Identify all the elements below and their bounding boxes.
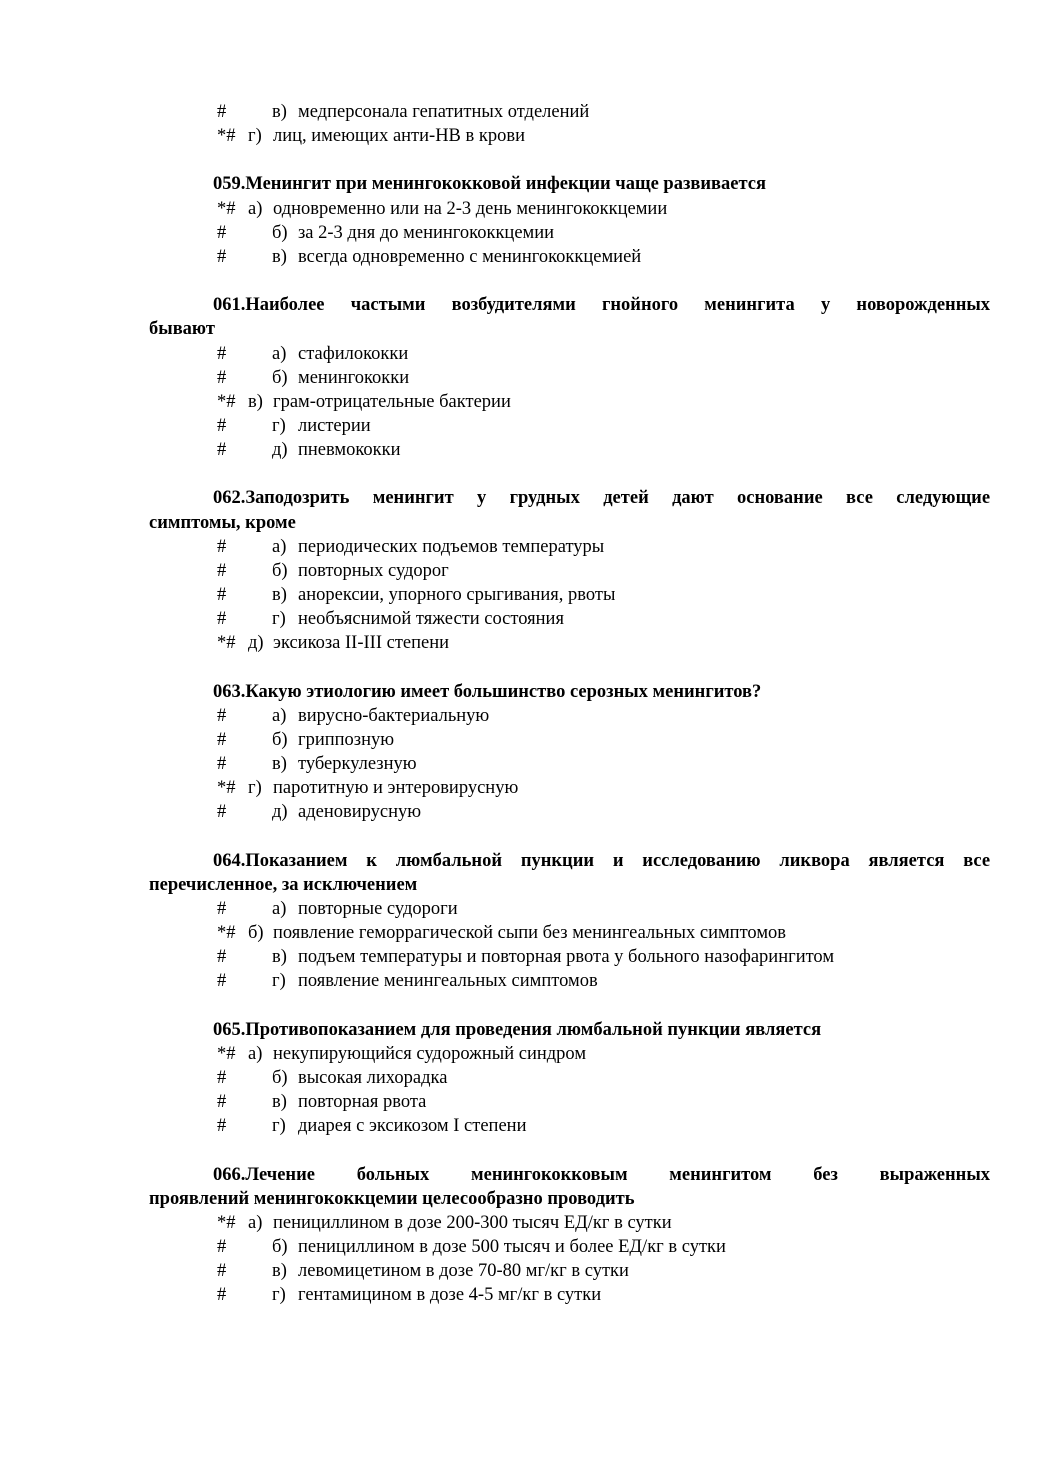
answer-letter: д) [272, 440, 288, 461]
answer-marker: *# [217, 1043, 236, 1064]
question-number: 059. [213, 174, 246, 195]
answer-option [0, 221, 1039, 245]
question-text: Какую этиологию имеет большинство серозных менингитов? [245, 681, 762, 702]
question-word: все [963, 850, 991, 871]
answer-text: всегда одновременно с менингококкцемией [298, 246, 642, 267]
answer-text: повторные судороги [298, 898, 458, 919]
answer-marker: # [217, 898, 227, 919]
answer-text: медперсонала гепатитных отделений [298, 102, 590, 122]
answer-text: появление геморрагической сыпи без менингеальных симптомов [273, 923, 787, 944]
question-number: 062. [213, 488, 246, 509]
question-word: частыми [350, 295, 426, 316]
answer-marker: # [217, 102, 227, 122]
question-word: пункции [520, 850, 595, 871]
answer-marker: *# [217, 126, 236, 147]
question-number: 064. [213, 850, 246, 871]
answer-marker: # [217, 343, 227, 364]
answer-marker: # [217, 705, 227, 726]
answer-option [0, 1090, 1039, 1114]
answer-marker: # [217, 1068, 227, 1088]
question-text: Противопоказанием для проведения люмбальной пункции является [245, 1019, 822, 1040]
answer-text: лиц, имеющих анти-HB в крови [273, 126, 526, 147]
answer-letter: г) [272, 415, 286, 436]
answer-text: менингококки [298, 367, 410, 388]
answer-letter: б) [272, 560, 288, 581]
question-word: выраженных [879, 1164, 991, 1185]
question-word: люмбальной [395, 850, 503, 871]
answer-option [0, 800, 1039, 824]
question-word: больных [356, 1164, 430, 1185]
question-word: новорожденных [856, 295, 991, 316]
answer-marker: # [217, 585, 227, 605]
answer-option [0, 535, 1039, 559]
answer-text: появление менингеальных симптомов [298, 971, 598, 992]
answer-option [0, 1259, 1039, 1283]
answer-marker: # [217, 367, 227, 388]
question-word: все [846, 488, 873, 509]
question-title [213, 1163, 990, 1187]
answer-marker: *# [217, 633, 236, 654]
answer-letter: в) [272, 1261, 287, 1282]
question-text: Менингит при менингококковой инфекции чаще развивается [245, 174, 767, 195]
answer-marker: # [217, 222, 227, 243]
answer-marker: # [217, 1237, 227, 1258]
question-title [213, 680, 990, 704]
answer-text: гентамицином в дозе 4-5 мг/кг в сутки [298, 1285, 602, 1306]
answer-option [0, 438, 1039, 462]
answer-text: стафилококки [298, 343, 409, 364]
question-number: 066. [213, 1164, 246, 1185]
answer-letter: г) [272, 1116, 286, 1137]
question-word: Заподозрить [245, 488, 350, 509]
question-word: менингита [704, 295, 795, 316]
answer-letter: г) [248, 778, 262, 799]
answer-letter: д) [272, 802, 288, 823]
answer-letter: б) [272, 222, 288, 243]
question-number: 063. [213, 681, 246, 702]
answer-marker: # [217, 440, 227, 461]
question-word: у [477, 488, 487, 509]
question-word: Лечение [245, 1164, 315, 1185]
answer-letter: б) [272, 1237, 288, 1258]
answer-option [0, 1283, 1039, 1307]
question-word: Показанием [245, 850, 348, 871]
answer-marker: # [217, 729, 227, 750]
answer-option [0, 631, 1039, 655]
answer-option [0, 1211, 1039, 1235]
answer-option [0, 124, 1039, 148]
answer-option [0, 1114, 1039, 1138]
question-word: основание [737, 488, 823, 509]
answer-option [0, 921, 1039, 945]
answer-option [0, 245, 1039, 269]
question-word: менингококковым [471, 1164, 628, 1185]
answer-marker: # [217, 1092, 227, 1113]
question-word: менингит [372, 488, 454, 509]
answer-option [0, 559, 1039, 583]
question-word: менингитом [669, 1164, 772, 1185]
answer-text: аденовирусную [298, 802, 422, 823]
answer-letter: б) [272, 1068, 288, 1088]
answer-text: пневмококки [298, 440, 401, 461]
answer-letter: в) [272, 1092, 287, 1113]
answer-letter: а) [248, 1212, 263, 1233]
answer-marker: # [217, 1285, 227, 1306]
question-word: ликвора [779, 850, 850, 871]
answer-marker: # [217, 560, 227, 581]
answer-letter: а) [248, 1043, 263, 1064]
answer-marker: # [217, 754, 227, 775]
answer-option [0, 1066, 1039, 1090]
answer-text: грам-отрицательные бактерии [273, 391, 511, 412]
answer-marker: # [217, 947, 227, 968]
answer-text: анорексии, упорного срыгивания, рвоты [298, 585, 616, 605]
answer-option [0, 752, 1039, 776]
question-word: грудных [509, 488, 580, 509]
answer-letter: в) [272, 754, 287, 775]
question-word: следующие [896, 488, 991, 509]
question-title [213, 293, 990, 317]
answer-letter: а) [272, 898, 287, 919]
answer-option [0, 100, 1039, 124]
answer-text: вирусно-бактериальную [298, 705, 490, 726]
question-word: Наиболее [245, 295, 325, 316]
answer-letter: г) [248, 126, 262, 147]
answer-letter: в) [272, 947, 287, 968]
question-number: 065. [213, 1019, 246, 1040]
answer-letter: г) [272, 1285, 286, 1306]
answer-text: гриппозную [298, 729, 395, 750]
answer-option [0, 704, 1039, 728]
answer-marker: # [217, 246, 227, 267]
question-title-continued: перечисленное, за исключением [149, 874, 418, 895]
question-title-continued: симптомы, кроме [149, 512, 296, 533]
question-word: и [612, 850, 624, 871]
answer-text: пенициллином в дозе 500 тысяч и более ЕД/кг в сутки [298, 1237, 726, 1258]
answer-marker: # [217, 1261, 227, 1282]
answer-letter: г) [272, 971, 286, 992]
answer-letter: г) [272, 609, 286, 630]
answer-option [0, 1042, 1039, 1066]
question-word: у [820, 295, 831, 316]
answer-option [0, 969, 1039, 993]
answer-text: одновременно или на 2-3 день менингококкцемии [273, 198, 668, 219]
answer-option [0, 728, 1039, 752]
answer-letter: в) [272, 585, 287, 605]
answer-letter: а) [272, 343, 287, 364]
answer-letter: а) [272, 705, 287, 726]
question-number: 061. [213, 295, 246, 316]
answer-option [0, 366, 1039, 390]
answer-option [0, 607, 1039, 631]
answer-text: периодических подъемов температуры [298, 536, 605, 557]
answer-letter: в) [272, 246, 287, 267]
answer-letter: б) [272, 367, 288, 388]
answer-option [0, 390, 1039, 414]
question-word: возбудителями [451, 295, 576, 316]
answer-marker: *# [217, 778, 236, 799]
question-title [213, 172, 990, 196]
answer-option [0, 897, 1039, 921]
answer-text: за 2-3 дня до менингококкцемии [298, 222, 555, 243]
answer-option [0, 583, 1039, 607]
answer-text: листерии [298, 415, 371, 436]
question-title [213, 849, 990, 873]
question-word: детей [603, 488, 649, 509]
answer-option [0, 414, 1039, 438]
answer-text: высокая лихорадка [298, 1068, 448, 1088]
answer-letter: б) [272, 729, 288, 750]
answer-text: паротитную и энтеровирусную [273, 778, 519, 799]
answer-option [0, 1235, 1039, 1259]
question-word: гнойного [602, 295, 679, 316]
answer-option [0, 776, 1039, 800]
answer-text: повторных судорог [298, 560, 449, 581]
answer-option [0, 342, 1039, 366]
answer-letter: д) [248, 633, 264, 654]
answer-letter: в) [248, 391, 263, 412]
answer-text: эксикоза II-III степени [273, 633, 450, 654]
answer-text: туберкулезную [298, 754, 417, 775]
answer-text: диарея с эксикозом I степени [298, 1116, 527, 1137]
answer-marker: *# [217, 391, 236, 412]
answer-letter: б) [248, 923, 264, 944]
answer-marker: # [217, 609, 227, 630]
answer-text: подъем температуры и повторная рвота у больного назофарингитом [298, 947, 835, 968]
answer-marker: *# [217, 923, 236, 944]
answer-option [0, 197, 1039, 221]
answer-text: повторная рвота [298, 1092, 427, 1113]
question-word: является [868, 850, 945, 871]
answer-option [0, 945, 1039, 969]
answer-letter: а) [272, 536, 287, 557]
answer-letter: в) [272, 102, 287, 122]
answer-marker: # [217, 802, 227, 823]
answer-marker: # [217, 1116, 227, 1137]
question-word: дают [672, 488, 714, 509]
question-title-continued: бывают [149, 319, 215, 340]
answer-text: необъяснимой тяжести состояния [298, 609, 564, 630]
question-title-continued: проявлений менингококкцемии целесообразно проводить [149, 1188, 635, 1209]
answer-marker: # [217, 415, 227, 436]
question-word: без [813, 1164, 838, 1185]
answer-marker: # [217, 971, 227, 992]
answer-marker: # [217, 536, 227, 557]
answer-text: пенициллином в дозе 200-300 тысяч ЕД/кг в сутки [273, 1212, 672, 1233]
question-title [213, 1018, 990, 1042]
answer-letter: а) [248, 198, 263, 219]
answer-text: некупирующийся судорожный синдром [273, 1043, 587, 1064]
question-word: к [366, 850, 377, 871]
question-title [213, 486, 990, 510]
question-word: исследованию [642, 850, 761, 871]
answer-marker: *# [217, 198, 236, 219]
answer-text: левомицетином в дозе 70-80 мг/кг в сутки [298, 1261, 629, 1282]
answer-marker: *# [217, 1212, 236, 1233]
